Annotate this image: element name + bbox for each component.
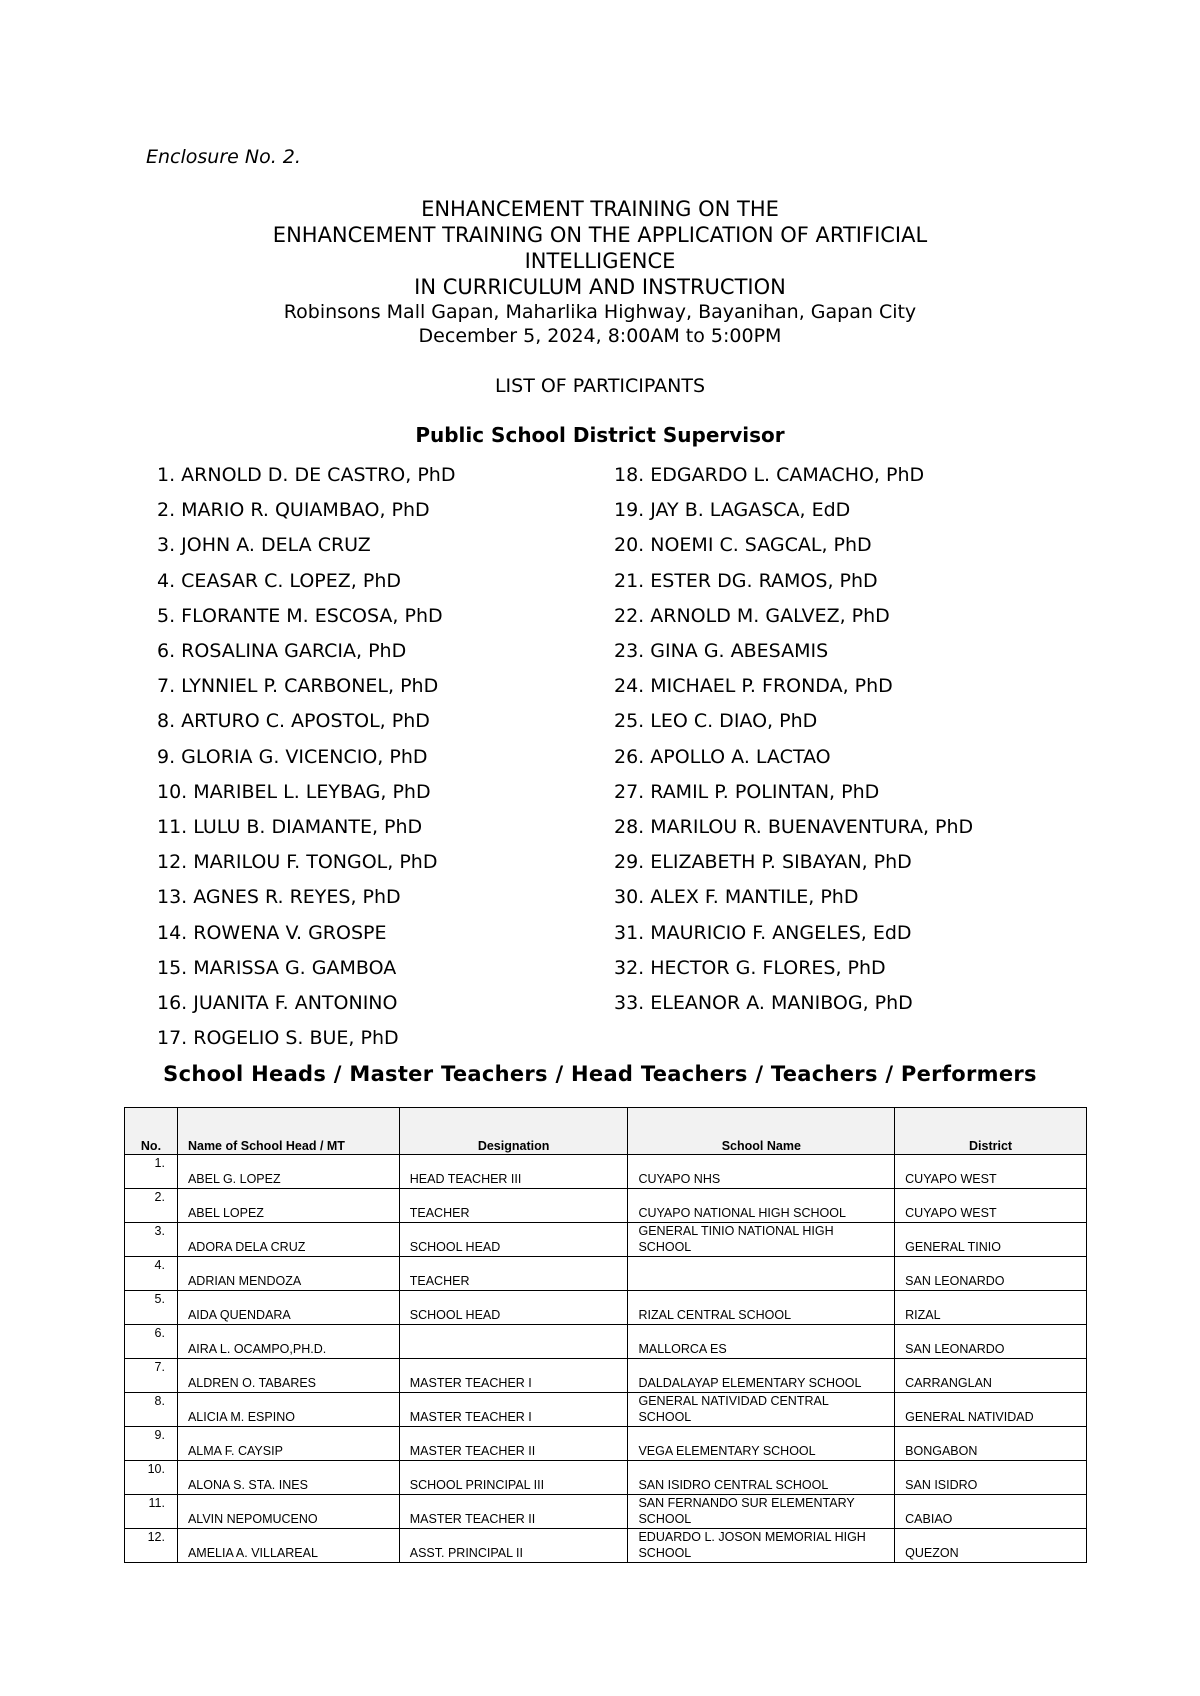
school-name xyxy=(628,1257,895,1291)
table-row xyxy=(125,1155,1087,1189)
supervisor-list-item: 11. LULU B. DIAMANTE, PhD xyxy=(157,816,423,839)
district: CUYAPO WEST xyxy=(895,1155,1087,1189)
school-name: CUYAPO NATIONAL HIGH SCHOOL xyxy=(628,1189,895,1223)
designation xyxy=(399,1325,628,1359)
district: SAN LEONARDO xyxy=(895,1257,1087,1291)
designation: SCHOOL HEAD xyxy=(399,1291,628,1325)
supervisor-list-item: 29. ELIZABETH P. SIBAYAN, PhD xyxy=(614,851,912,874)
venue: Robinsons Mall Gapan, Maharlika Highway, Bayanihan, Gapan City xyxy=(283,301,917,323)
participant-name: ADRIAN MENDOZA xyxy=(177,1257,399,1291)
supervisor-list-item: 24. MICHAEL P. FRONDA, PhD xyxy=(614,675,893,698)
supervisor-list-item: 19. JAY B. LAGASCA, EdD xyxy=(614,499,851,522)
row-number: 8. xyxy=(125,1393,178,1427)
supervisor-list-item: 21. ESTER DG. RAMOS, PhD xyxy=(614,569,878,592)
supervisor-list-item: 10. MARIBEL L. LEYBAG, PhD xyxy=(157,780,431,803)
district: GENERAL TINIO xyxy=(895,1223,1087,1257)
designation: TEACHER xyxy=(399,1257,628,1291)
table-row xyxy=(125,1461,1087,1495)
supervisor-list-item: 14. ROWENA V. GROSPE xyxy=(157,921,387,944)
row-number: 1. xyxy=(125,1155,178,1189)
table-row xyxy=(125,1529,1087,1563)
table-row xyxy=(125,1359,1087,1393)
enclosure-label: Enclosure No. 2. xyxy=(146,146,301,168)
column-header: Designation xyxy=(399,1108,628,1155)
designation: MASTER TEACHER I xyxy=(399,1393,628,1427)
supervisor-list-item: 20. NOEMI C. SAGCAL, PhD xyxy=(614,534,872,557)
designation: SCHOOL HEAD xyxy=(399,1223,628,1257)
column-header: District xyxy=(895,1108,1087,1155)
supervisor-list-item: 8. ARTURO C. APOSTOL, PhD xyxy=(157,710,430,733)
participant-name: ALMA F. CAYSIP xyxy=(177,1427,399,1461)
supervisor-list-item: 18. EDGARDO L. CAMACHO, PhD xyxy=(614,464,925,486)
supervisor-list-item: 23. GINA G. ABESAMIS xyxy=(614,640,829,663)
supervisor-list-item: 32. HECTOR G. FLORES, PhD xyxy=(614,956,886,979)
row-number: 11. xyxy=(125,1495,178,1529)
table-header-row xyxy=(125,1108,1087,1155)
row-number: 7. xyxy=(125,1359,178,1393)
supervisor-list-item: 4. CEASAR C. LOPEZ, PhD xyxy=(157,569,401,592)
participant-name: ALVIN NEPOMUCENO xyxy=(177,1495,399,1529)
supervisor-list-item: 26. APOLLO A. LACTAO xyxy=(614,745,831,768)
supervisor-list-item: 31. MAURICIO F. ANGELES, EdD xyxy=(614,921,912,944)
district: QUEZON xyxy=(895,1529,1087,1563)
supervisor-list-item: 16. JUANITA F. ANTONINO xyxy=(157,992,398,1015)
supervisor-list-item: 33. ELEANOR A. MANIBOG, PhD xyxy=(614,992,913,1015)
table-row xyxy=(125,1393,1087,1427)
row-number: 9. xyxy=(125,1427,178,1461)
table-row xyxy=(125,1189,1087,1223)
list-heading: LIST OF PARTICIPANTS xyxy=(494,375,706,397)
column-header: No. xyxy=(125,1108,178,1155)
column-header: Name of School Head / MT xyxy=(177,1108,399,1155)
supervisor-list-item: 17. ROGELIO S. BUE, PhD xyxy=(157,1027,399,1050)
school-name: GENERAL NATIVIDAD CENTRAL SCHOOL xyxy=(628,1393,895,1427)
participant-name: ALONA S. STA. INES xyxy=(177,1461,399,1495)
school-name: EDUARDO L. JOSON MEMORIAL HIGH SCHOOL xyxy=(628,1529,895,1563)
supervisor-list-left xyxy=(157,458,455,1056)
participant-name: AIRA L. OCAMPO,PH.D. xyxy=(177,1325,399,1359)
row-number: 6. xyxy=(125,1325,178,1359)
table-row xyxy=(125,1223,1087,1257)
row-number: 2. xyxy=(125,1189,178,1223)
school-name: GENERAL TINIO NATIONAL HIGH SCHOOL xyxy=(628,1223,895,1257)
school-name: MALLORCA ES xyxy=(628,1325,895,1359)
district: SAN ISIDRO xyxy=(895,1461,1087,1495)
supervisor-list-item: 13. AGNES R. REYES, PhD xyxy=(157,886,401,909)
supervisor-list-item: 25. LEO C. DIAO, PhD xyxy=(614,710,818,733)
designation: TEACHER xyxy=(399,1189,628,1223)
title-line: INTELLIGENCE xyxy=(524,249,676,273)
supervisor-list-item: 27. RAMIL P. POLINTAN, PhD xyxy=(614,780,880,803)
supervisor-heading: Public School District Supervisor xyxy=(415,423,785,447)
participant-name: ABEL G. LOPEZ xyxy=(177,1155,399,1189)
designation: ASST. PRINCIPAL II xyxy=(399,1529,628,1563)
title-line: ENHANCEMENT TRAINING ON THE xyxy=(421,197,779,221)
table-body xyxy=(125,1155,1087,1563)
designation: MASTER TEACHER II xyxy=(399,1427,628,1461)
school-name: DALDALAYAP ELEMENTARY SCHOOL xyxy=(628,1359,895,1393)
supervisor-list-item: 6. ROSALINA GARCIA, PhD xyxy=(157,640,407,663)
school-heads-heading: School Heads / Master Teachers / Head Teachers / Teachers / Performers xyxy=(163,1062,1037,1086)
supervisor-list-item: 2. MARIO R. QUIAMBAO, PhD xyxy=(157,499,430,522)
table-row xyxy=(125,1291,1087,1325)
district: GENERAL NATIVIDAD xyxy=(895,1393,1087,1427)
supervisor-list-item: 5. FLORANTE M. ESCOSA, PhD xyxy=(157,604,443,627)
supervisor-list-right xyxy=(614,458,973,1021)
district: CARRANGLAN xyxy=(895,1359,1087,1393)
table-row xyxy=(125,1427,1087,1461)
row-number: 12. xyxy=(125,1529,178,1563)
district: RIZAL xyxy=(895,1291,1087,1325)
title-line: ENHANCEMENT TRAINING ON THE APPLICATION OF ARTIFICIAL xyxy=(272,223,928,247)
district: SAN LEONARDO xyxy=(895,1325,1087,1359)
participant-name: ADORA DELA CRUZ xyxy=(177,1223,399,1257)
participant-name: ALDREN O. TABARES xyxy=(177,1359,399,1393)
participant-name: ALICIA M. ESPINO xyxy=(177,1393,399,1427)
row-number: 3. xyxy=(125,1223,178,1257)
participants-table xyxy=(124,1107,1087,1563)
school-name: SAN ISIDRO CENTRAL SCHOOL xyxy=(628,1461,895,1495)
supervisor-list-item: 7. LYNNIEL P. CARBONEL, PhD xyxy=(157,675,439,698)
district: BONGABON xyxy=(895,1427,1087,1461)
column-header: School Name xyxy=(628,1108,895,1155)
designation: HEAD TEACHER III xyxy=(399,1155,628,1189)
supervisor-list-item: 28. MARILOU R. BUENAVENTURA, PhD xyxy=(614,816,974,839)
table-row xyxy=(125,1257,1087,1291)
supervisor-list-item: 15. MARISSA G. GAMBOA xyxy=(157,956,397,979)
table-row xyxy=(125,1495,1087,1529)
school-name: VEGA ELEMENTARY SCHOOL xyxy=(628,1427,895,1461)
row-number: 4. xyxy=(125,1257,178,1291)
supervisor-list-item: 30. ALEX F. MANTILE, PhD xyxy=(614,886,859,909)
designation: SCHOOL PRINCIPAL III xyxy=(399,1461,628,1495)
district: CUYAPO WEST xyxy=(895,1189,1087,1223)
designation: MASTER TEACHER I xyxy=(399,1359,628,1393)
district: CABIAO xyxy=(895,1495,1087,1529)
document-header xyxy=(0,196,1200,348)
designation: MASTER TEACHER II xyxy=(399,1495,628,1529)
row-number: 5. xyxy=(125,1291,178,1325)
supervisor-list-item: 9. GLORIA G. VICENCIO, PhD xyxy=(157,745,428,768)
participant-name: AMELIA A. VILLAREAL xyxy=(177,1529,399,1563)
title-line: IN CURRICULUM AND INSTRUCTION xyxy=(414,275,786,299)
supervisor-list-item: 12. MARILOU F. TONGOL, PhD xyxy=(157,851,438,874)
supervisor-list-item: 22. ARNOLD M. GALVEZ, PhD xyxy=(614,604,890,627)
table-row xyxy=(125,1325,1087,1359)
event-date: December 5, 2024, 8:00AM to 5:00PM xyxy=(418,325,782,347)
row-number: 10. xyxy=(125,1461,178,1495)
supervisor-list-item: 3. JOHN A. DELA CRUZ xyxy=(157,534,371,557)
participant-name: AIDA QUENDARA xyxy=(177,1291,399,1325)
supervisor-list-item: 1. ARNOLD D. DE CASTRO, PhD xyxy=(157,464,456,486)
school-name: RIZAL CENTRAL SCHOOL xyxy=(628,1291,895,1325)
participant-name: ABEL LOPEZ xyxy=(177,1189,399,1223)
school-name: CUYAPO NHS xyxy=(628,1155,895,1189)
school-name: SAN FERNANDO SUR ELEMENTARY SCHOOL xyxy=(628,1495,895,1529)
